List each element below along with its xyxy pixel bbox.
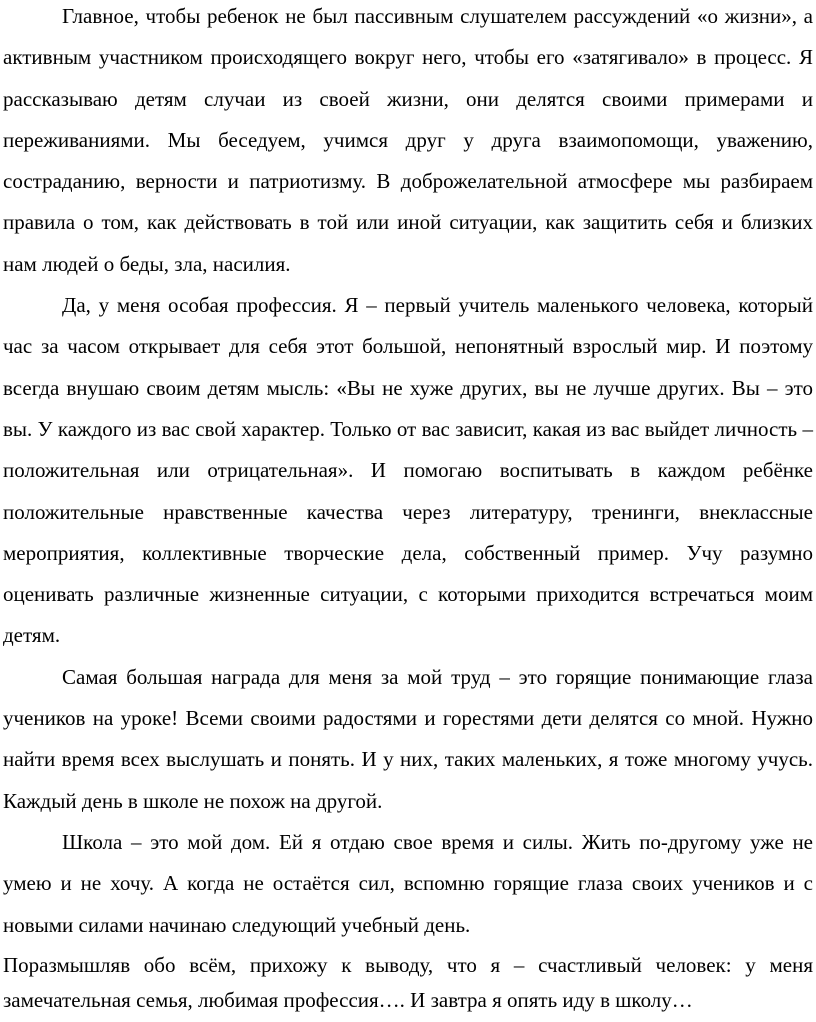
paragraph-4: Школа – это мой дом. Ей я отдаю свое время и силы. Жить по-другому уже не умею и не хочу. А когда не остаётся сил, вспомню горящие глаза своих учеников и с новыми силами начинаю следующий учебный день.	[3, 829, 813, 937]
paragraph-3: Самая большая награда для меня за мой труд – это горящие понимающие глаза учеников на уроке! Всеми своими радостями и горестями дети делятся со мной. Нужно найти время всех выслушать и понять. И у них, таких маленьких, я тоже многому учусь. Каждый день в школе не похож на другой.	[3, 664, 813, 813]
paragraph-2: Да, у меня особая профессия. Я – первый учитель маленького человека, который час за часом открывает для себя этот большой, непонятный взрослый мир. И поэтому всегда внушаю своим детям мысль: «Вы не хуже других, вы не лучше других. Вы – это вы. У каждого из вас свой характер. Только от вас зависит, какая из вас выйдет личность – положительная или отрицательная». И помогаю воспитывать в каждом ребёнке положительные нравственные качества через литературу, тренинги, внеклассные мероприятия, коллективные творческие дела, собственный пример. Учу разумно оценивать различные жизненные ситуации, с которыми приходится встречаться моим детям.	[3, 293, 813, 648]
paragraph-5: Поразмышляв обо всём, прихожу к выводу, что я – счастливый человек: у меня замечательная семья, любимая профессия…. И завтра я опять иду в школу…	[3, 952, 813, 1012]
paragraph-1: Главное, чтобы ребенок не был пассивным слушателем рассуждений «о жизни», а активным участником происходящего вокруг него, чтобы его «затягивало» в процесс. Я рассказываю детям случаи из своей жизни, они делятся своими примерами и переживаниями. Мы беседуем, учимся друг у друга взаимопомощи, уважению, состраданию, верности и патриотизму. В доброжелательной атмосфере мы разбираем правила о том, как действовать в той или иной ситуации, как защитить себя и близких нам людей о беды, зла, насилия.	[3, 4, 813, 276]
